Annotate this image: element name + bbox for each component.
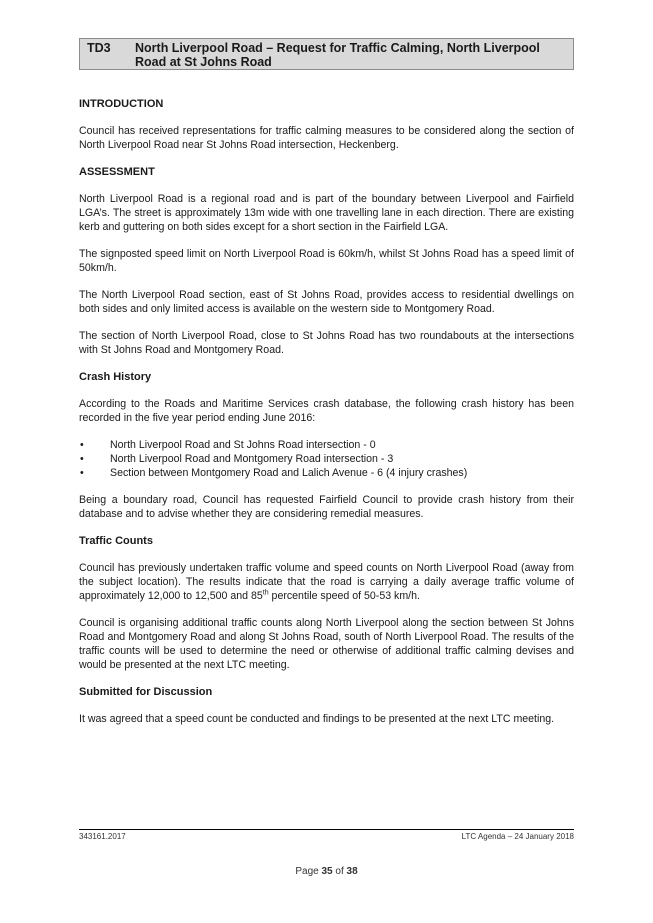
list-item [79,466,574,480]
crash-history-intro: According to the Roads and Maritime Services crash database, the following crash history has been recorded in the five year period ending June 2016: [79,398,574,424]
traffic-counts-paragraph: Council is organising additional traffic counts along North Liverpool along the section between St Johns Road and Montgomery Road and along St Johns Road, south of North Liverpool Road. The results of the traffic counts will be used to determine the need or otherwise of additional traffic calming devises and would be presented at the next LTC meeting. [79,617,574,671]
list-item-text: North Liverpool Road and St Johns Road intersection - 0 [110,439,376,451]
report-body [79,97,574,739]
item-title: North Liverpool Road – Request for Traffic Calming, North Liverpool Road at St Johns Road [135,41,540,69]
traffic-counts-heading: Traffic Counts [79,535,153,547]
crash-history-followup: Being a boundary road, Council has requested Fairfield Council to provide crash history from their database and to advise whether they are considering remedial measures. [79,494,574,520]
item-code: TD3 [87,41,111,55]
item-title-box [79,38,574,70]
assessment-paragraph: The section of North Liverpool Road, close to St Johns Road has two roundabouts at the intersections with St Johns Road and Montgomery Road. [79,330,574,356]
page-total: 38 [346,866,358,877]
list-item-text: North Liverpool Road and Montgomery Road intersection - 3 [110,453,394,465]
traffic-counts-text-end: percentile speed of 50-53 km/h. [268,590,420,602]
bullet-icon: • [80,439,84,451]
footer-divider [79,829,574,830]
bullet-icon: • [80,453,84,465]
discussion-paragraph: It was agreed that a speed count be conducted and findings to be presented at the next LTC meeting. [79,713,555,725]
traffic-counts-text: Council has previously undertaken traffic volume and speed counts on North Liverpool Road (away from the subject location). The results indicate that the road is carrying a daily average traffic volume of approximately 12,000 to 12,500 and 85 [79,562,574,602]
page-prefix: Page [295,866,322,877]
list-item [79,452,574,466]
footer-agenda-date: LTC Agenda – 24 January 2018 [461,832,574,841]
footer-document-id: 343161.2017 [79,832,126,841]
assessment-paragraph: The North Liverpool Road section, east of St Johns Road, provides access to residential dwellings on both sides and only limited access is available on the western side to Montgomery Road. [79,289,574,315]
bullet-icon: • [80,467,84,479]
assessment-heading: ASSESSMENT [79,166,155,178]
page-number [0,866,653,877]
crash-history-heading: Crash History [79,371,152,383]
list-item-text: Section between Montgomery Road and Lalich Avenue - 6 (4 injury crashes) [110,467,468,479]
list-item [79,438,574,452]
introduction-paragraph: Council has received representations for traffic calming measures to be considered along the section of North Liverpool Road near St Johns Road intersection, Heckenberg. [79,125,574,151]
discussion-heading: Submitted for Discussion [79,686,213,698]
page-separator: of [332,866,347,877]
assessment-paragraph: North Liverpool Road is a regional road and is part of the boundary between Liverpool and Fairfield LGA’s. The street is approximately 13m wide with one travelling lane in each direction. There are existing kerb and guttering on both sides except for a short section in the Fairfield LGA. [79,193,574,233]
assessment-paragraph: The signposted speed limit on North Liverpool Road is 60km/h, whilst St Johns Road has a speed limit of 50km/h. [79,248,574,274]
introduction-heading: INTRODUCTION [79,98,164,110]
traffic-counts-paragraph [79,561,574,603]
page-current: 35 [321,866,333,877]
ordinal-suffix: th [262,589,269,597]
crash-list [79,438,574,480]
